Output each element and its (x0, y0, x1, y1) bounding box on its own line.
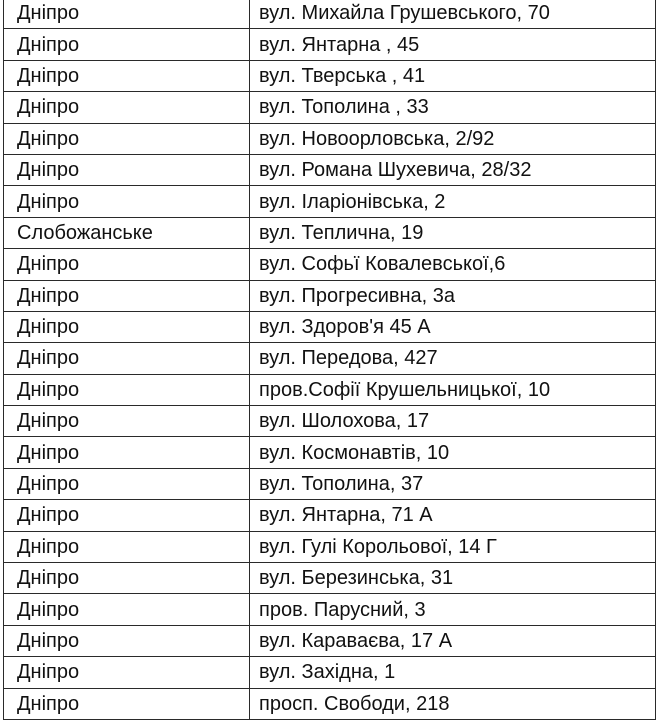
address-cell: вул. Прогресивна, 3а (250, 280, 656, 311)
city-cell: Дніпро (4, 563, 250, 594)
address-cell: вул. Караваєва, 17 А (250, 625, 656, 656)
address-cell: вул. Тверська , 41 (250, 60, 656, 91)
address-cell: вул. Тополина, 37 (250, 468, 656, 499)
city-cell: Дніпро (4, 60, 250, 91)
table-row (4, 657, 656, 688)
address-cell: вул. Березинська, 31 (250, 563, 656, 594)
address-cell: вул. Космонавтів, 10 (250, 437, 656, 468)
table-row (4, 594, 656, 625)
city-cell: Дніпро (4, 92, 250, 123)
address-cell: вул. Здоров'я 45 А (250, 311, 656, 342)
address-cell: вул. Тополина , 33 (250, 92, 656, 123)
address-table (3, 0, 656, 720)
address-cell: вул. Янтарна, 71 А (250, 500, 656, 531)
city-cell: Дніпро (4, 500, 250, 531)
table-row (4, 437, 656, 468)
table-row (4, 343, 656, 374)
table-row (4, 0, 656, 29)
address-cell: вул. Гулі Корольової, 14 Г (250, 531, 656, 562)
city-cell: Дніпро (4, 657, 250, 688)
city-cell: Дніпро (4, 123, 250, 154)
address-cell: вул. Софьї Ковалевської,6 (250, 249, 656, 280)
table-row (4, 625, 656, 656)
city-cell: Дніпро (4, 249, 250, 280)
city-cell: Дніпро (4, 154, 250, 185)
city-cell: Дніпро (4, 437, 250, 468)
table-row (4, 154, 656, 185)
address-cell: вул. Теплична, 19 (250, 217, 656, 248)
table-row (4, 500, 656, 531)
table-row (4, 280, 656, 311)
city-cell: Дніпро (4, 625, 250, 656)
city-cell: Дніпро (4, 280, 250, 311)
city-cell: Дніпро (4, 311, 250, 342)
address-cell: вул. Новоорловська, 2/92 (250, 123, 656, 154)
address-cell: вул. Західна, 1 (250, 657, 656, 688)
table-row (4, 186, 656, 217)
city-cell: Слобожанське (4, 217, 250, 248)
city-cell: Дніпро (4, 531, 250, 562)
table-row (4, 311, 656, 342)
table-row (4, 531, 656, 562)
city-cell: Дніпро (4, 374, 250, 405)
address-cell: вул. Михайла Грушевського, 70 (250, 0, 656, 29)
address-cell: вул. Шолохова, 17 (250, 406, 656, 437)
address-cell: вул. Передова, 427 (250, 343, 656, 374)
city-cell: Дніпро (4, 594, 250, 625)
table-row (4, 29, 656, 60)
table-row (4, 374, 656, 405)
table-row (4, 468, 656, 499)
table-row (4, 406, 656, 437)
table-row (4, 688, 656, 719)
address-cell: вул. Янтарна , 45 (250, 29, 656, 60)
address-cell: вул. Романа Шухевича, 28/32 (250, 154, 656, 185)
city-cell: Дніпро (4, 29, 250, 60)
address-cell: вул. Іларіонівська, 2 (250, 186, 656, 217)
address-cell: просп. Свободи, 218 (250, 688, 656, 719)
city-cell: Дніпро (4, 688, 250, 719)
table-row (4, 217, 656, 248)
table-row (4, 563, 656, 594)
city-cell: Дніпро (4, 186, 250, 217)
city-cell: Дніпро (4, 343, 250, 374)
city-cell: Дніпро (4, 406, 250, 437)
table-row (4, 123, 656, 154)
address-cell: пров.Софії Крушельницької, 10 (250, 374, 656, 405)
table-row (4, 92, 656, 123)
address-table-body (4, 0, 656, 719)
address-cell: пров. Парусний, 3 (250, 594, 656, 625)
table-row (4, 60, 656, 91)
city-cell: Дніпро (4, 468, 250, 499)
table-row (4, 249, 656, 280)
city-cell: Дніпро (4, 0, 250, 29)
